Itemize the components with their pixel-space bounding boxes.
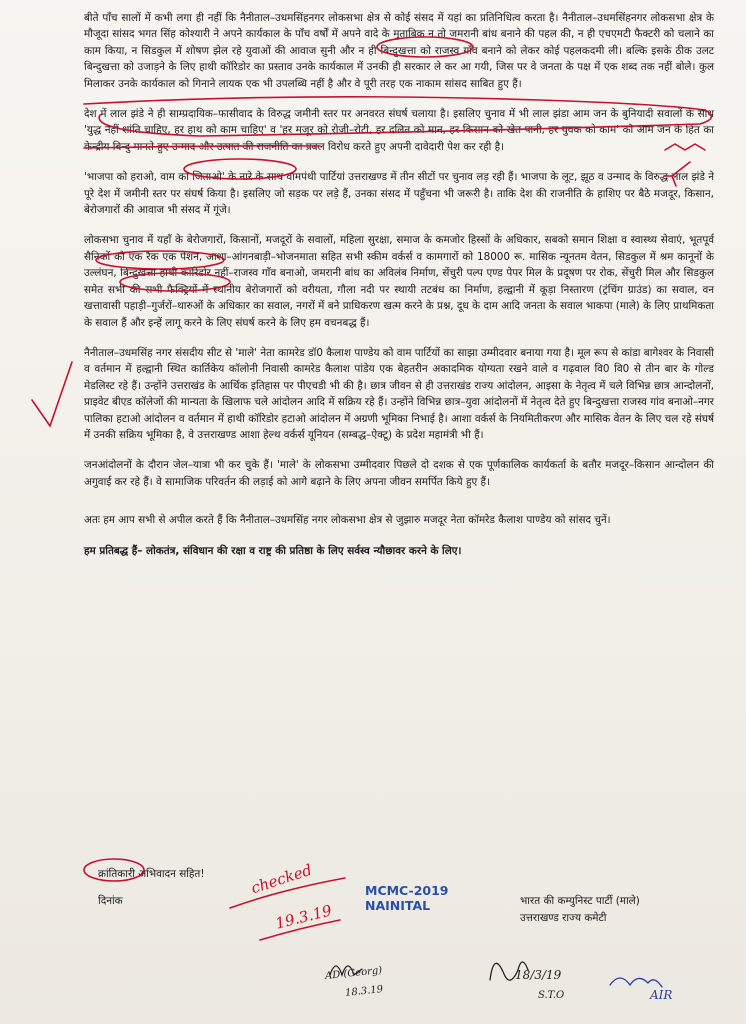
appeal-paragraph: अतः हम आप सभी से अपील करते हैं कि नैनीताल–उधमसिंह नगर लोकसभा क्षेत्र से जुझारु मजदूर नेता कॉमरेड कैलाश पाण्डेय को सांसद चुनें। xyxy=(84,514,611,527)
document-body xyxy=(84,10,714,568)
greeting-line: क्रांतिकारी अभिवादन सहित! xyxy=(98,868,205,880)
paragraph-4: लोकसभा चुनाव में यहाँ के बेरोजगारों, किसानों, मजदूरों के सवालों, महिला सुरक्षा, समाज के कमजोर हिस्सों के अधिकार, सबको समान शिक्षा व स्वास्थ्य सेवाएं, भूतपूर्व सैनिकों को एक रैंक एक पेंशन, आशा–आंगनबाड़ी–भोजनमाता सहित सभी स्कीम वर्कर्स व कामगारों को 18000 रू. मासिक न्यूनतम वेतन, सिडकुल में श्रम कानूनों के उल्लंघन, बिन्दुखत्ता हाथी कॉरिडोर नहीं–राजस्व गाँव बनाओ, जमरानी बांध का अविलंब निर्माण, सेंचुरी पल्प एण्ड पेपर मिल के प्रदूषण पर रोक, सेंचुरी मिल और सिडकुल समेत सभी की सभी फैक्ट्रियों में स्थानीय बेरोजगारों को वरीयता, गौला नदी पर स्थायी तटबंध का निर्माण, हल्द्वानी में कूड़ा निस्तारण (ट्रंचिंग ग्राउंड) का सवाल, वन खत्तावासी पहाड़ी–गुर्जरों–थारुओं के अधिकार का सवाल, नगरों में बने प्राधिकरण खत्म करने के प्रश्न, दूध के दाम आदि जनता के सवाल भाकपा (माले) के लिए प्राथमिकता के सवाल हैं और इन्हें लागू करने के लिए संघर्ष करने के लिए हम वचनबद्ध हैं। xyxy=(84,234,714,329)
signature-sto-scribble xyxy=(490,962,528,980)
mcmc-stamp xyxy=(365,883,449,913)
sto-signature-label: S.T.O xyxy=(538,990,565,1001)
paragraph-1: बीते पाँच सालों में कभी लगा ही नहीं कि नैनीताल–उधमसिंहनगर लोकसभा क्षेत्र से कोई संसद में यहां का प्रतिनिधित्व करता है। नैनीताल–उधमसिंहनगर लोकसभा क्षेत्र के मौजूदा सांसद भगत सिंह कोश्यारी ने अपने कार्यकाल के पाँच वर्षों में अपने वादे के मुताबिक न तो जमरानी बांध बनाने की पहल की, न ही एचएमटी फैक्टरी को चलाने का काम किया, न सिडकुल में शोषण झेल रहे युवाओं की आवाज सुनी और न ही बिन्दुखत्ता को राजस्व गाँव बनाने को लेकर कोई पहलकदमी ली। बल्कि इसके ठीक उलट बिन्दुखत्ता को उजाड़ने के लिए हाथी कॉरिडोर का प्रस्ताव उनके कार्यकाल में उनकी ही सरकार ले कर आ गयी, जिस पर वे जनता के पक्ष में एक शब्द तक नहीं बोले। कुल मिलाकर उनके कार्यकाल को गिनाने लायक एक भी उपलब्धि नहीं है और वे पूरी तरह एक नाकाम सांसद साबित हुए हैं। xyxy=(84,12,714,90)
date-handwriting: 19.3.19 xyxy=(273,901,334,933)
checked-handwriting: checked xyxy=(248,860,315,898)
issuer-line-1: भारत की कम्युनिस्ट पार्टी (माले) xyxy=(520,895,640,907)
tick-margin xyxy=(32,362,72,426)
underline-date xyxy=(260,920,340,940)
ad-signature-date: 18.3.19 xyxy=(344,984,384,999)
stamp-line-1: MCMC-2019 xyxy=(365,883,449,898)
underline-checked xyxy=(230,878,345,908)
air-signature-label: AIR xyxy=(650,988,673,1002)
paragraph-2: देश में लाल झंडे ने ही साम्प्रदायिक–फासीवाद के विरुद्ध जमीनी स्तर पर अनवरत संघर्ष चलाया है। इसलिए चुनाव में भी लाल झंडा आम जन के बुनियादी सवालों के साथ 'युद्ध नहीं शांति चाहिए, हर हाथ को काम चाहिए' व 'हर मजूर को रोजी–रोटी, हर दलित को मान, हर किसान को खेत पानी, हर युवक को काम' को आम जन के हित का केन्द्रीय बिन्दु मानते हुए उन्माद और उत्पात की राजनीति का प्रबल विरोध करते हुए अपनी दावेदारी पेश कर रही है। xyxy=(84,108,714,153)
paragraph-5: नैनीताल–उधमसिंह नगर संसदीय सीट से 'माले' नेता कामरेड डॉ0 कैलाश पाण्डेय को वाम पार्टियों का साझा उम्मीदवार बनाया गया है। मूल रूप से कांडा बागेश्वर के निवासी व वर्तमान में हल्द्वानी स्थित कार्तिकेय कॉलोनी निवासी कामरेड कैलाश पांडेय एक बेहतरीन अकादमिक योग्यता रखने वाले व गढ़वाल वि0 वि0 से तीन बार के गोल्ड मेडलिस्ट रहे हैं। उन्होंने उत्तराखंड के आर्थिक इतिहास पर पीएचडी भी की है। छात्र जीवन से ही उत्तराखंड राज्य आंदोलन, आइसा के नेतृत्व में चले विभिन्न छात्र आन्दोलनों, प्राइवेट बीएड कॉलेजों की मान्यता के खिलाफ चले आंदोलन आदि में सक्रिय रहे हैं। उन्होंने विभिन्न छात्र–युवा आंदोलनों में नेतृत्व देते हुए बिन्दुखत्ता राजस्व गांव बनाओ–नगर पालिका हटाओ आंदोलन व वर्तमान में हाथी कॉरिडोर हटाओ आंदोलन में अग्रणी भूमिका निभाई है। आशा वर्कर्स के नियमितीकरण और मासिक वेतन के लिए चल रहे संघर्ष में उनकी सक्रिय भूमिका है, वे उत्तराखण्ड आशा हेल्थ वर्कर्स यूनियन (सम्बद्ध–ऐक्टू) के प्रदेश महामंत्री भी हैं। xyxy=(84,346,714,441)
stamp-line-2: NAINITAL xyxy=(365,898,431,913)
date-label: दिनांक xyxy=(98,895,123,907)
pledge-line: हम प्रतिबद्ध हैं– लोकतंत्र, संविधान की रक्षा व राष्ट्र की प्रतिष्ठा के लिए सर्वस्व न्यौछावर करने के लिए। xyxy=(84,544,462,557)
signature-ad-scribble xyxy=(330,966,362,975)
paragraph-3: 'भाजपा को हराओ, वाम को जिताओ' के नारे के साथ वामपंथी पार्टियां उत्तराखण्ड में तीन सीटों पर चुनाव लड़ रही हैं। भाजपा के लूट, झूठ व उन्माद के विरुद्ध लाल झंडे ने पूरे देश में जमीनी स्तर पर संघर्ष किया है। इसलिए जो सड़क पर लड़े हैं, उनका संसद में पहुँचना भी जरूरी है। ताकि देश की राजनीति के हाशिए पर बैठे मजदूर, किसान, बेरोजगारों की आवाज भी संसद में गूंजे। xyxy=(84,171,714,217)
ad-signature-label: AD (Georg) xyxy=(324,965,383,982)
signature-air-scribble xyxy=(610,978,662,987)
paragraph-6: जनआंदोलनों के दौरान जेल–यात्रा भी कर चुके हैं। 'माले' के लोकसभा उम्मीदवार पिछले दो दशक से एक पूर्णकालिक कार्यकर्ता के बतौर मजदूर–किसान आन्दोलन की अगुवाई कर रहे हैं। वे सामाजिक परिवर्तन की लड़ाई को आगे बढ़ाने के लिए अपना जीवन समर्पित किये हुए हैं। xyxy=(84,459,714,488)
issuer-line-2: उत्तराखण्ड राज्य कमेटी xyxy=(520,912,607,924)
sto-signature-date: 18/3/19 xyxy=(515,968,562,982)
